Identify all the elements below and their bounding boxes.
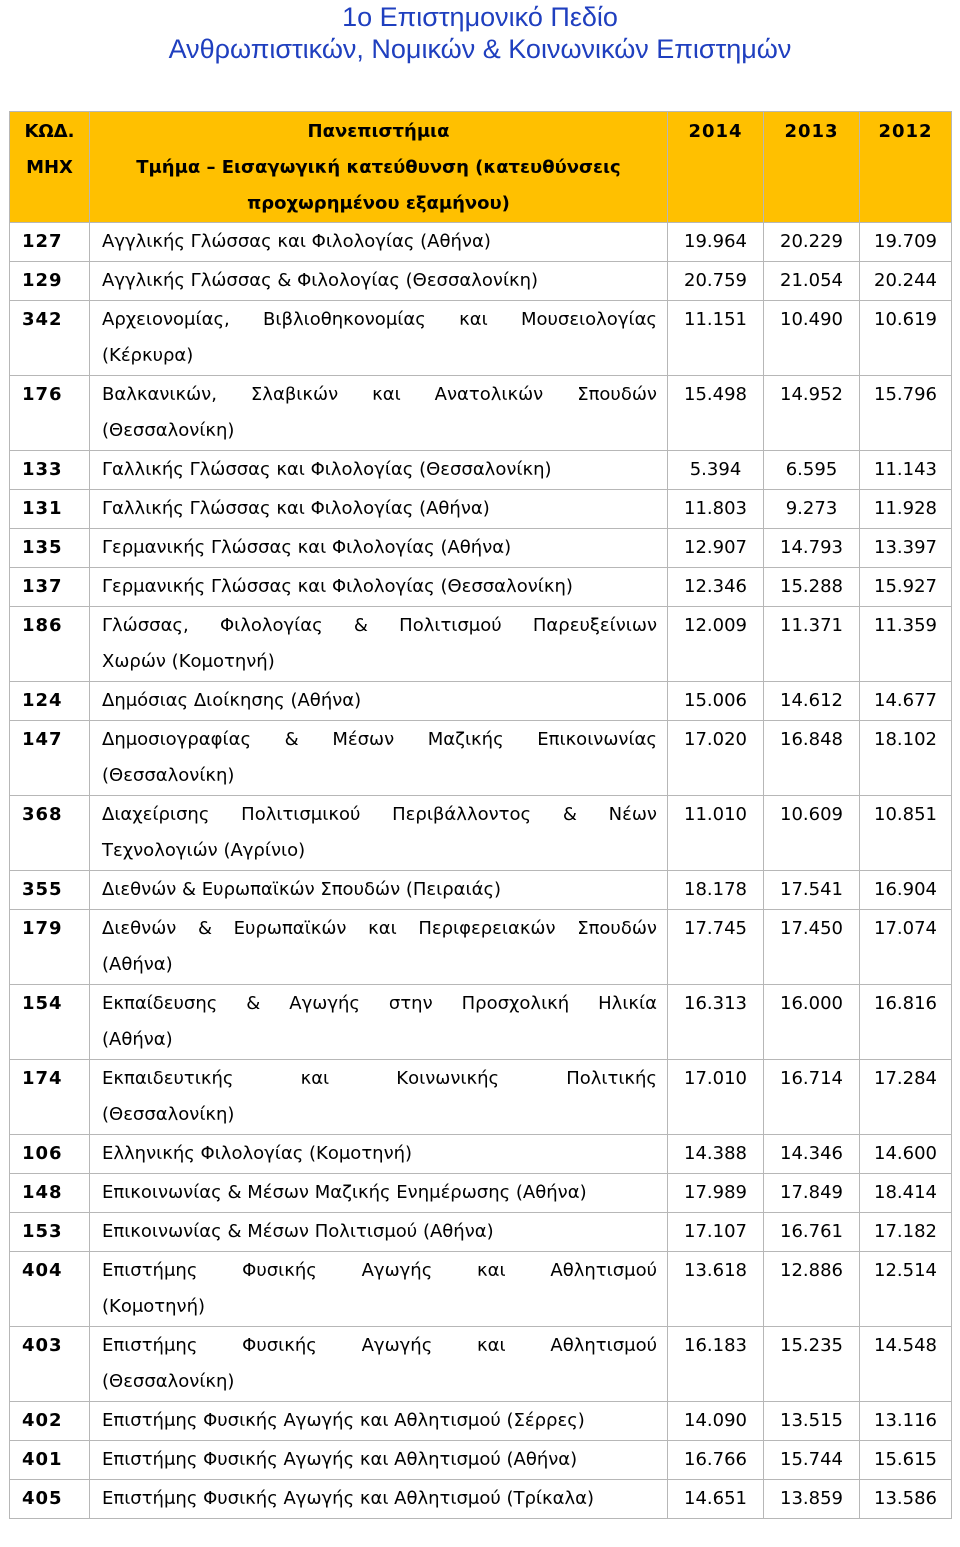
row-department [90,910,668,985]
row-score-2013: 13.515 [764,1402,860,1441]
row-score-2012: 14.677 [860,682,952,721]
row-score-2012: 18.414 [860,1174,952,1213]
row-department [90,1252,668,1327]
row-code: 402 [10,1402,90,1441]
row-code: 147 [10,721,90,796]
row-score-2012: 18.102 [860,721,952,796]
row-score-2012: 13.116 [860,1402,952,1441]
table-row [10,682,952,721]
row-code: 401 [10,1441,90,1480]
row-department [90,1060,668,1135]
table-row [10,301,952,376]
row-score-2012: 11.928 [860,490,952,529]
row-department-line1: Εκπαιδευτικής και Κοινωνικής Πολιτικής [102,1068,657,1089]
row-score-2013: 13.859 [764,1480,860,1519]
row-department-line1: Αγγλικής Γλώσσας και Φιλολογίας (Αθήνα) [102,231,491,252]
row-score-2013: 14.952 [764,376,860,451]
row-department-line2: (Κομοτηνή) [102,1296,206,1317]
row-score-2014: 15.006 [668,682,764,721]
row-score-2014: 12.009 [668,607,764,682]
row-department-line1: Δημόσιας Διοίκησης (Αθήνα) [102,690,362,711]
row-department [90,721,668,796]
row-department-line2: (Θεσσαλονίκη) [102,1104,235,1125]
row-department-line1: Ελληνικής Φιλολογίας (Κομοτηνή) [102,1143,413,1164]
row-score-2012: 14.600 [860,1135,952,1174]
row-score-2014: 20.759 [668,262,764,301]
row-score-2013: 15.744 [764,1441,860,1480]
row-score-2012: 11.143 [860,451,952,490]
row-code: 405 [10,1480,90,1519]
row-code: 174 [10,1060,90,1135]
row-department-line1: Επιστήμης Φυσικής Αγωγής και Αθλητισμού [102,1260,657,1281]
table-row [10,1213,952,1252]
row-score-2013: 14.793 [764,529,860,568]
row-score-2012: 15.615 [860,1441,952,1480]
row-score-2013: 14.346 [764,1135,860,1174]
title-line-2: Ανθρωπιστικών, Νομικών & Κοινωνικών Επιστημών [168,34,792,64]
row-department-line1: Γαλλικής Γλώσσας και Φιλολογίας (Θεσσαλονίκη) [102,459,552,480]
header-code-line2: ΜΗΧ [26,157,73,178]
row-department-line1: Επιστήμης Φυσικής Αγωγής και Αθλητισμού (Αθήνα) [102,1449,578,1470]
row-code: 176 [10,376,90,451]
row-department [90,985,668,1060]
row-score-2014: 16.183 [668,1327,764,1402]
row-department-line1: Βαλκανικών, Σλαβικών και Ανατολικών Σπουδών [102,384,657,405]
row-department-line1: Επικοινωνίας & Μέσων Μαζικής Ενημέρωσης (Αθήνα) [102,1182,587,1203]
row-score-2012: 15.796 [860,376,952,451]
table-row [10,376,952,451]
row-code: 355 [10,871,90,910]
row-score-2014: 17.010 [668,1060,764,1135]
row-department-line1: Δημοσιογραφίας & Μέσων Μαζικής Επικοινωνίας [102,729,657,750]
row-score-2013: 21.054 [764,262,860,301]
row-department [90,301,668,376]
row-code: 342 [10,301,90,376]
row-score-2012: 17.182 [860,1213,952,1252]
row-score-2014: 16.766 [668,1441,764,1480]
table-row [10,451,952,490]
row-code: 135 [10,529,90,568]
row-code: 127 [10,223,90,262]
row-score-2013: 6.595 [764,451,860,490]
row-score-2012: 16.816 [860,985,952,1060]
row-code: 153 [10,1213,90,1252]
row-code: 368 [10,796,90,871]
row-department-line1: Αρχειονομίας, Βιβλιοθηκονομίας και Μουσειολογίας [102,309,657,330]
table-row [10,1252,952,1327]
row-score-2014: 17.745 [668,910,764,985]
header-year-2013: 2013 [764,112,860,223]
row-score-2013: 15.288 [764,568,860,607]
row-score-2012: 11.359 [860,607,952,682]
row-score-2014: 17.020 [668,721,764,796]
row-score-2014: 11.151 [668,301,764,376]
row-department-line2: (Θεσσαλονίκη) [102,765,235,786]
row-score-2012: 17.284 [860,1060,952,1135]
table-row [10,607,952,682]
table-row [10,1402,952,1441]
row-code: 179 [10,910,90,985]
row-score-2012: 16.904 [860,871,952,910]
row-score-2013: 17.541 [764,871,860,910]
row-department-line1: Επιστήμης Φυσικής Αγωγής και Αθλητισμού [102,1335,657,1356]
row-code: 148 [10,1174,90,1213]
row-department [90,262,668,301]
row-score-2014: 15.498 [668,376,764,451]
row-score-2012: 19.709 [860,223,952,262]
table-row [10,490,952,529]
row-score-2013: 11.371 [764,607,860,682]
row-score-2012: 20.244 [860,262,952,301]
table-row [10,568,952,607]
table-header-row [10,112,952,223]
row-score-2014: 19.964 [668,223,764,262]
row-code: 133 [10,451,90,490]
row-department-line2: (Θεσσαλονίκη) [102,1371,235,1392]
row-department [90,1213,668,1252]
row-score-2013: 10.609 [764,796,860,871]
table-row [10,1135,952,1174]
row-score-2014: 17.989 [668,1174,764,1213]
row-code: 124 [10,682,90,721]
header-university-line2: Τμήμα – Εισαγωγική κατεύθυνση (κατευθύνσεις [136,157,621,178]
header-code-line1: ΚΩΔ. [24,121,75,142]
row-score-2013: 10.490 [764,301,860,376]
row-score-2012: 15.927 [860,568,952,607]
row-department-line1: Γαλλικής Γλώσσας και Φιλολογίας (Αθήνα) [102,498,490,519]
row-department-line1: Γερμανικής Γλώσσας και Φιλολογίας (Αθήνα) [102,537,512,558]
table-row [10,721,952,796]
row-score-2014: 17.107 [668,1213,764,1252]
row-department [90,223,668,262]
row-score-2012: 10.851 [860,796,952,871]
row-department-line2: Χωρών (Κομοτηνή) [102,651,275,672]
row-department-line1: Διεθνών & Ευρωπαϊκών Σπουδών (Πειραιάς) [102,879,502,900]
table-row [10,1174,952,1213]
row-score-2013: 16.000 [764,985,860,1060]
header-year-2014: 2014 [668,112,764,223]
row-score-2012: 13.586 [860,1480,952,1519]
row-score-2014: 11.803 [668,490,764,529]
row-code: 154 [10,985,90,1060]
row-score-2012: 17.074 [860,910,952,985]
row-score-2013: 16.761 [764,1213,860,1252]
row-score-2013: 14.612 [764,682,860,721]
row-department [90,1402,668,1441]
row-score-2013: 17.450 [764,910,860,985]
row-department-line1: Εκπαίδευσης & Αγωγής στην Προσχολική Ηλικία [102,993,657,1014]
row-code: 404 [10,1252,90,1327]
header-year-2012: 2012 [860,112,952,223]
table-row [10,1441,952,1480]
row-score-2013: 9.273 [764,490,860,529]
row-score-2013: 15.235 [764,1327,860,1402]
row-code: 106 [10,1135,90,1174]
row-code: 137 [10,568,90,607]
row-department [90,1441,668,1480]
table-row [10,1480,952,1519]
row-score-2012: 13.397 [860,529,952,568]
table-row [10,910,952,985]
row-code: 129 [10,262,90,301]
row-department-line2: (Κέρκυρα) [102,345,194,366]
table-row [10,985,952,1060]
row-score-2013: 12.886 [764,1252,860,1327]
table-row [10,871,952,910]
row-department-line1: Επιστήμης Φυσικής Αγωγής και Αθλητισμού (Σέρρες) [102,1410,585,1431]
row-department-line1: Αγγλικής Γλώσσας & Φιλολογίας (Θεσσαλονίκη) [102,270,539,291]
row-score-2012: 12.514 [860,1252,952,1327]
table-row [10,1327,952,1402]
row-department [90,451,668,490]
row-score-2014: 13.618 [668,1252,764,1327]
row-department-line2: (Αθήνα) [102,1029,173,1050]
table-body [10,223,952,1519]
row-score-2014: 12.907 [668,529,764,568]
row-score-2013: 16.848 [764,721,860,796]
row-score-2014: 14.651 [668,1480,764,1519]
row-score-2014: 5.394 [668,451,764,490]
header-university [90,112,668,223]
row-department [90,568,668,607]
row-department-line1: Διεθνών & Ευρωπαϊκών και Περιφερειακών Σπουδών [102,918,657,939]
header-university-line3: προχωρημένου εξαμήνου) [247,193,510,214]
row-department [90,871,668,910]
table-row [10,1060,952,1135]
row-department [90,529,668,568]
row-department-line1: Διαχείρισης Πολιτισμικού Περιβάλλοντος & Νέων [102,804,657,825]
row-code: 403 [10,1327,90,1402]
row-score-2014: 14.388 [668,1135,764,1174]
row-department [90,490,668,529]
page-title [0,0,960,65]
row-score-2013: 16.714 [764,1060,860,1135]
row-department [90,1135,668,1174]
row-department [90,796,668,871]
scores-table [9,111,952,1519]
row-department [90,1174,668,1213]
row-score-2014: 11.010 [668,796,764,871]
table-row [10,223,952,262]
row-score-2013: 20.229 [764,223,860,262]
table-row [10,262,952,301]
row-department [90,376,668,451]
row-code: 131 [10,490,90,529]
row-department-line1: Γερμανικής Γλώσσας και Φιλολογίας (Θεσσαλονίκη) [102,576,573,597]
row-score-2014: 18.178 [668,871,764,910]
row-department [90,607,668,682]
row-department-line2: Τεχνολογιών (Αγρίνιο) [102,840,306,861]
row-score-2012: 10.619 [860,301,952,376]
row-score-2013: 17.849 [764,1174,860,1213]
row-department-line2: (Θεσσαλονίκη) [102,420,235,441]
row-score-2014: 12.346 [668,568,764,607]
header-code [10,112,90,223]
table-row [10,796,952,871]
row-department [90,682,668,721]
table-row [10,529,952,568]
header-university-line1: Πανεπιστήμια [307,121,450,142]
row-department-line1: Γλώσσας, Φιλολογίας & Πολιτισμού Παρευξείνιων [102,615,657,636]
row-department [90,1327,668,1402]
row-score-2014: 14.090 [668,1402,764,1441]
row-department [90,1480,668,1519]
row-department-line2: (Αθήνα) [102,954,173,975]
row-department-line1: Επικοινωνίας & Μέσων Πολιτισμού (Αθήνα) [102,1221,494,1242]
row-code: 186 [10,607,90,682]
row-score-2014: 16.313 [668,985,764,1060]
row-score-2012: 14.548 [860,1327,952,1402]
row-department-line1: Επιστήμης Φυσικής Αγωγής και Αθλητισμού (Τρίκαλα) [102,1488,595,1509]
title-line-1: 1ο Επιστημονικό Πεδίο [342,2,618,32]
